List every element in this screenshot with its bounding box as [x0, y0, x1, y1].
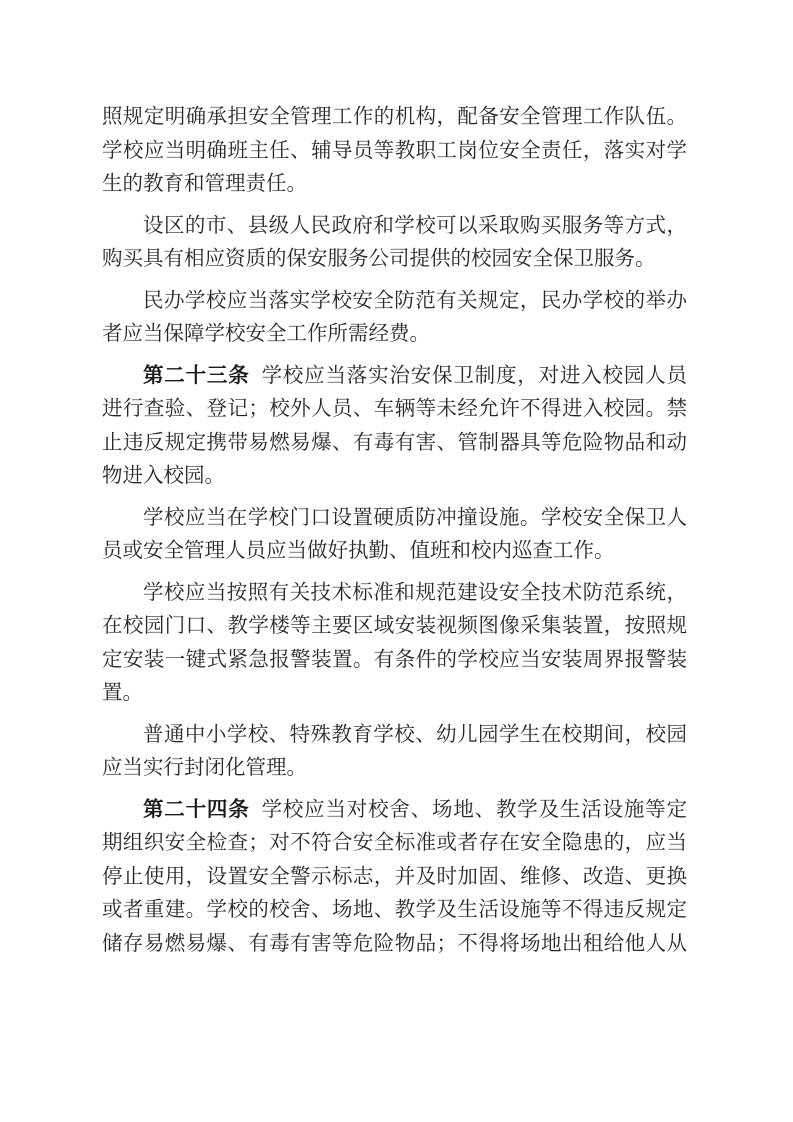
- paragraph-security-services: [102, 209, 687, 276]
- text-line: 购买具有相应资质的保安服务公司提供的校园安全保卫服务。: [102, 246, 656, 270]
- text-line: 期组织安全检查；对不符合安全标准或者存在安全隐患的，应当: [102, 830, 687, 854]
- text-line: [102, 359, 687, 393]
- paragraph-closed-management: [102, 718, 687, 785]
- paragraph-private-schools: [102, 284, 687, 351]
- text-line: 停止使用，设置安全警示标志，并及时加固、维修、改造、更换: [102, 863, 687, 888]
- text-line: 学校应当按照有关技术标准和规范建设安全技术防范系统，: [143, 579, 687, 604]
- text-line: 民办学校应当落实学校安全防范有关规定，民办学校的举办: [143, 287, 687, 312]
- text-line: 储存易燃易爆、有毒有害等危险物品；不得将场地出租给他人从: [102, 930, 687, 955]
- article-number: 第二十三条: [143, 362, 250, 387]
- text-line: 应当实行封闭化管理。: [102, 755, 307, 779]
- paragraph-gate-facilities: [102, 501, 687, 568]
- text-line: 设区的市、县级人民政府和学校可以采取购买服务等方式，: [143, 212, 687, 237]
- text-line: 物进入校园。: [102, 463, 225, 487]
- text-segment: 学校应当对校舍、场地、教学及生活设施等定: [261, 796, 687, 821]
- text-line: 或者重建。学校的校舍、场地、教学及生活设施等不得违反规定: [102, 897, 687, 921]
- text-line: 置。: [102, 680, 143, 704]
- article-number: 第二十四条: [143, 796, 250, 821]
- article-24: [102, 793, 687, 961]
- text-line: 在校园门口、教学楼等主要区域安装视频图像采集装置，按照规: [102, 613, 687, 637]
- text-line: 生的教育和管理责任。: [102, 171, 307, 195]
- text-line: 定安装一键式紧急报警装置。有条件的学校应当安装周界报警装: [102, 646, 687, 671]
- text-line: 进行查验、登记；校外人员、车辆等未经允许不得进入校园。禁: [102, 396, 687, 420]
- text-line: 者应当保障学校安全工作所需经费。: [102, 321, 430, 345]
- text-line: 员或安全管理人员应当做好执勤、值班和校内巡查工作。: [102, 538, 615, 562]
- text-line: 学校应当在学校门口设置硬质防冲撞设施。学校安全保卫人: [143, 504, 687, 529]
- text-line: 普通中小学校、特殊教育学校、幼儿园学生在校期间，校园: [143, 721, 687, 746]
- article-23: [102, 359, 687, 493]
- text-segment: 学校应当落实治安保卫制度，对进入校园人员: [261, 362, 687, 387]
- paragraph-continuation: [102, 100, 687, 201]
- text-line: 学校应当明确班主任、辅导员等教职工岗位安全责任，落实对学: [102, 137, 687, 162]
- paragraph-technical-prevention: [102, 576, 687, 710]
- text-line: 止违反规定携带易燃易爆、有毒有害、管制器具等危险物品和动: [102, 429, 687, 454]
- text-line: [102, 793, 687, 827]
- text-line: 照规定明确承担安全管理工作的机构，配备安全管理工作队伍。: [102, 104, 687, 128]
- document-body: [102, 100, 687, 960]
